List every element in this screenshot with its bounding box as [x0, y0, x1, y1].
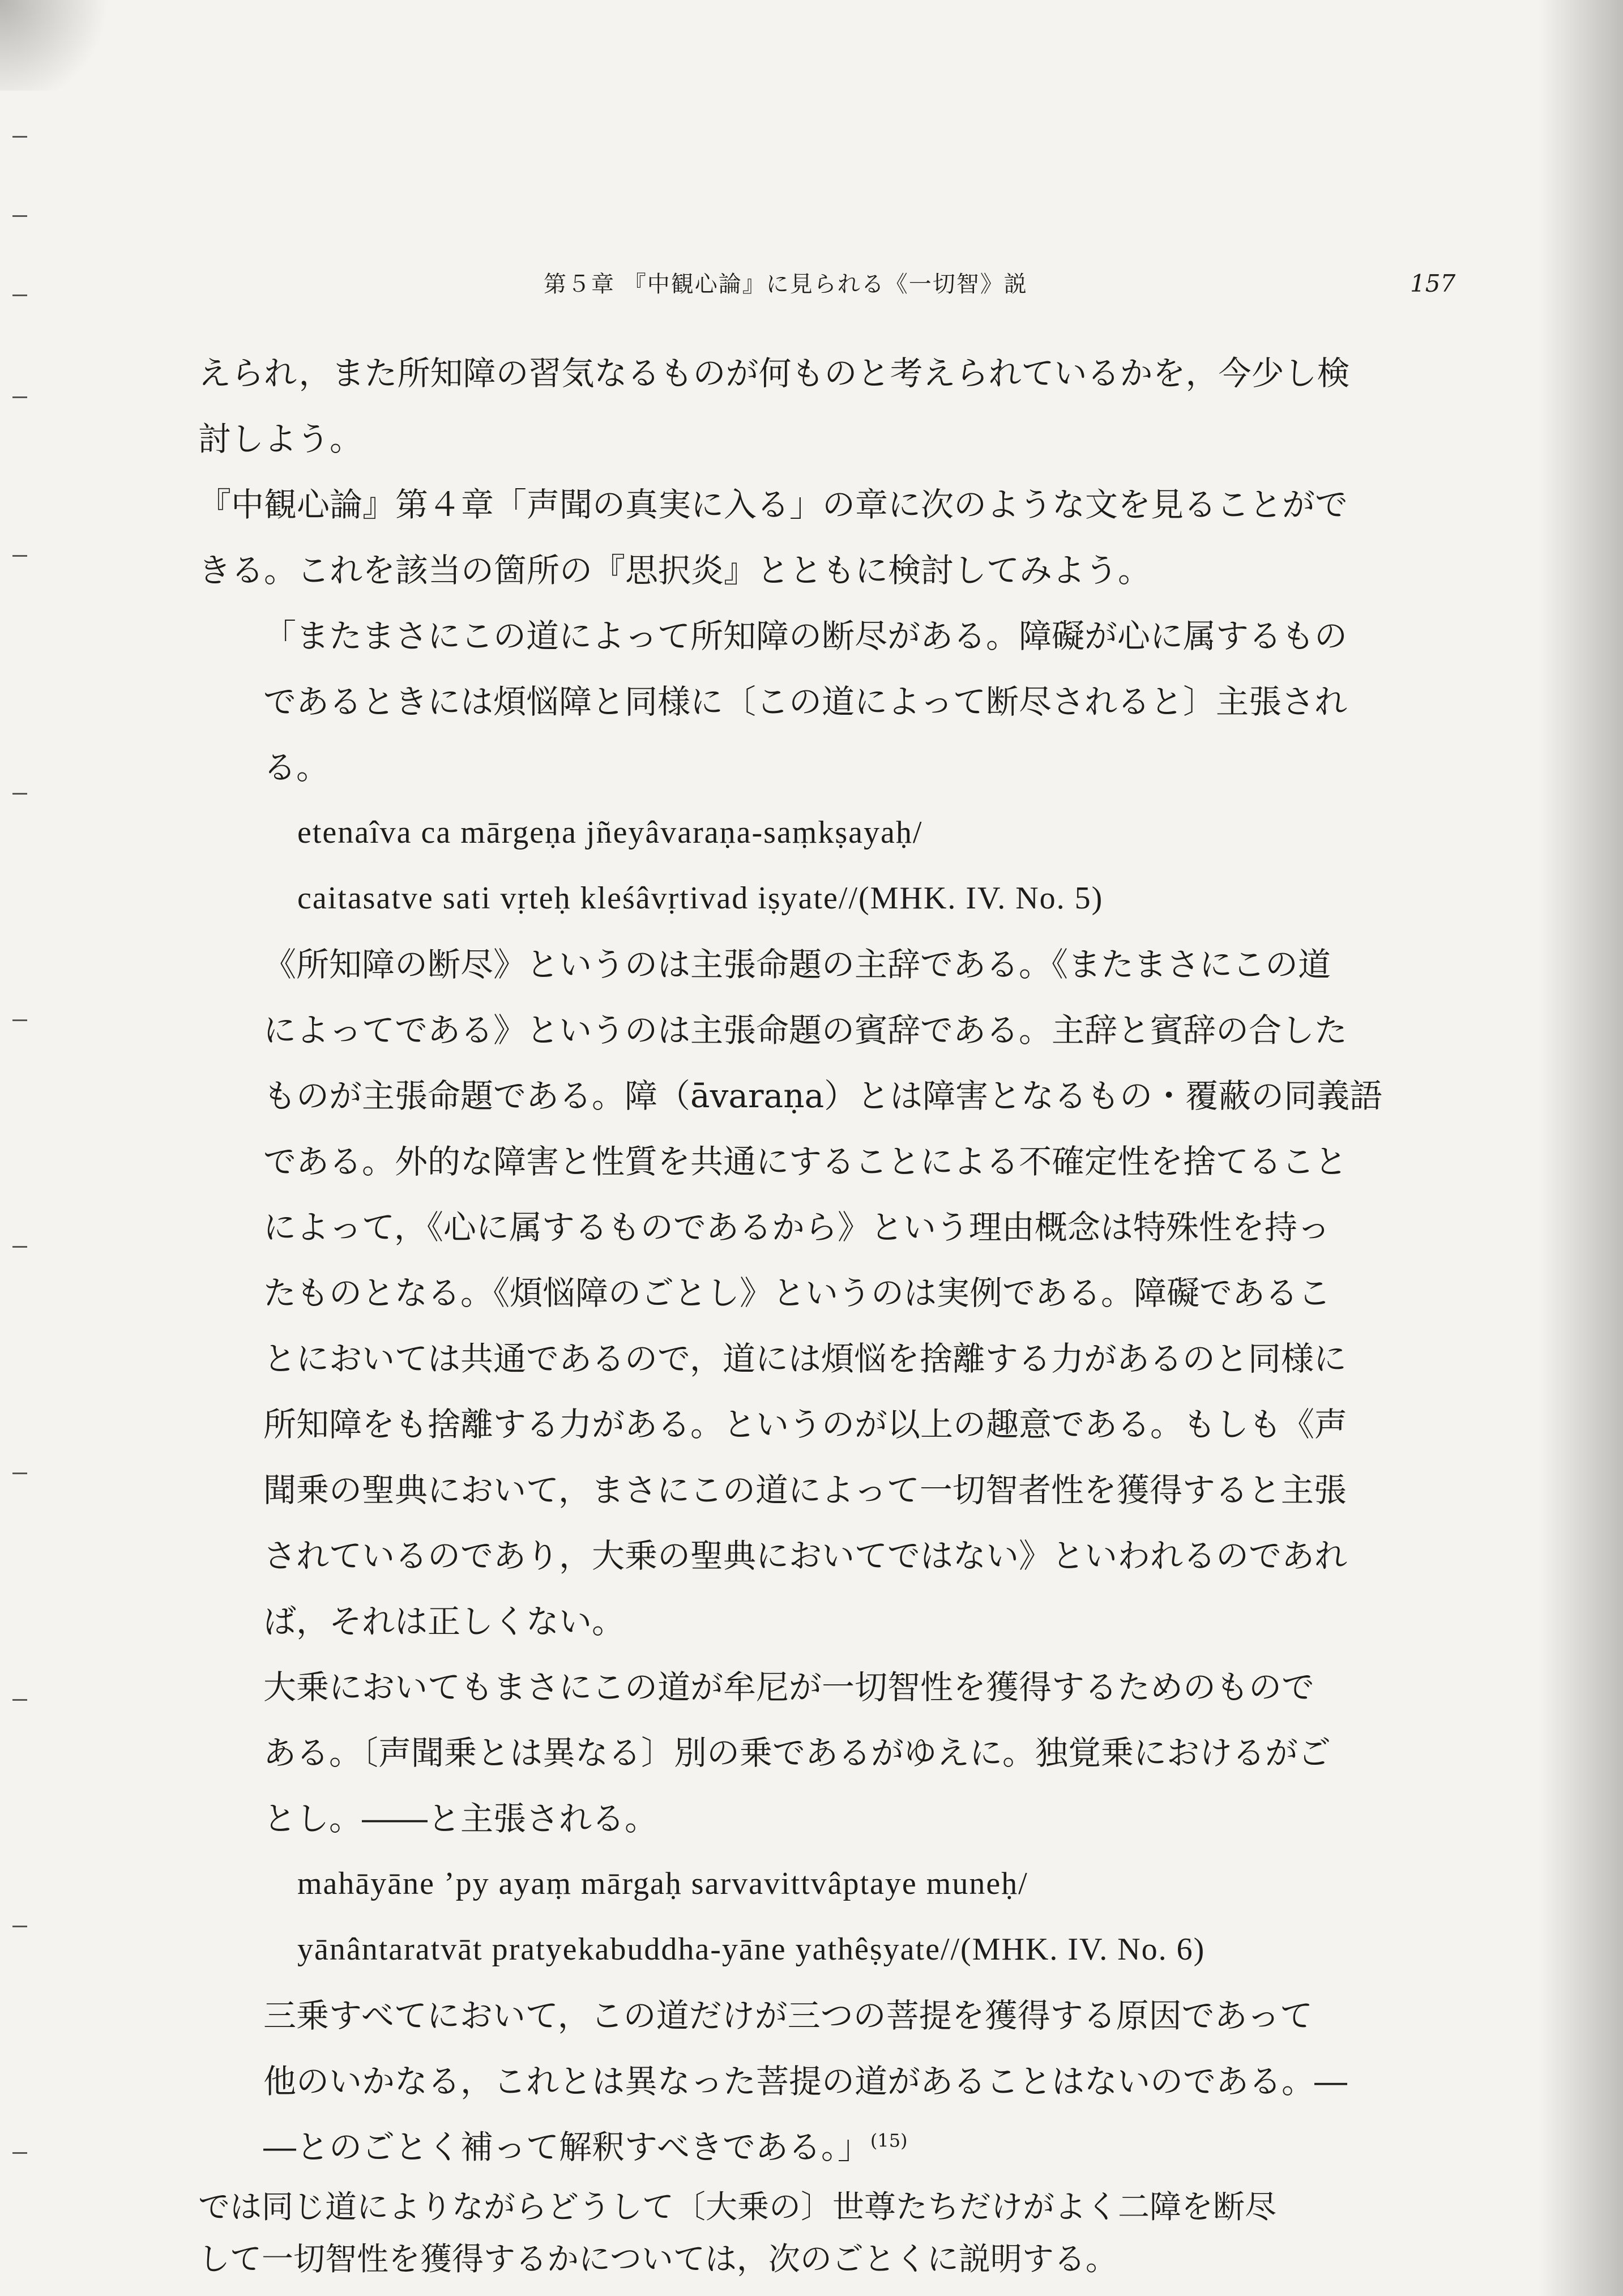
commentary-line: とし。――と主張される。 [263, 1799, 658, 1838]
margin-tick [12, 793, 27, 795]
quote-line: であるときには煩悩障と同様に〔この道によって断尽されると〕主張され [263, 682, 1348, 721]
commentary-line: によって，《心に属するものであるから》という理由概念は特殊性を持っ [263, 1208, 1330, 1247]
margin-tick [12, 215, 27, 217]
margin-tick [12, 1926, 27, 1927]
margin-tick [12, 1019, 27, 1021]
margin-tick [12, 396, 27, 398]
margin-tick [12, 295, 27, 296]
page-number: 157 [1410, 270, 1456, 297]
commentary-line: されているのであり，大乗の聖典においてではない》といわれるのであれ [263, 1537, 1348, 1575]
margin-tick [12, 136, 27, 138]
commentary-line: 所知障をも捨離する力がある。というのが以上の趣意である。もしも《声 [263, 1405, 1348, 1444]
margin-tick [12, 1473, 27, 1474]
commentary-line [263, 2128, 908, 2166]
commentary-line: 他のいかなる，これとは異なった菩提の道があることはないのである。― [263, 2062, 1348, 2101]
running-header: 第５章 『中観心論』に見られる《一切智》説 [544, 271, 1028, 297]
quote-line: 「またまさにこの道によって所知障の断尽がある。障礙が心に属するもの [263, 617, 1348, 655]
quote-line: る。 [263, 748, 330, 787]
text-line: えられ，また所知障の習気なるものが何ものと考えられているかを，今少し検 [198, 354, 1350, 392]
commentary-line: によってである》というのは主張命題の賓辞である。主辞と賓辞の合した [263, 1011, 1348, 1049]
commentary-line: たものとなる。《煩悩障のごとし》というのは実例である。障礙であるこ [263, 1274, 1331, 1312]
margin-tick [12, 555, 27, 557]
commentary-line: ある。〔声聞乗とは異なる〕別の乗であるがゆえに。独覚乗におけるがご [263, 1734, 1331, 1772]
margin-tick [12, 1699, 27, 1701]
sanskrit-verse-line: etenaîva ca mārgeṇa jñeyâvaraṇa-saṃkṣayaḥ/ [297, 815, 923, 850]
commentary-line: ものが主張命題である。障（āvaraṇa）とは障害となるもの・覆蔽の同義語 [263, 1077, 1383, 1115]
text-line: して一切智性を獲得するかについては，次のごとくに説明する。 [198, 2241, 1117, 2278]
commentary-line: である。外的な障害と性質を共通にすることによる不確定性を捨てること [263, 1142, 1348, 1181]
scan-shadow-top-left [0, 0, 125, 91]
text-line: では同じ道によりながらどうして〔大乗の〕世尊たちだけがよく二障を断尽 [198, 2189, 1276, 2226]
commentary-line: とにおいては共通であるので，道には煩悩を捨離する力があるのと同様に [263, 1339, 1347, 1378]
text-line: きる。これを該当の箇所の『思択炎』とともに検討してみよう。 [198, 551, 1151, 590]
footnote-mark: (15) [870, 2129, 908, 2152]
sanskrit-verse-line: mahāyāne ’py ayaṃ mārgaḥ sarvavittvâptaye muneḥ/ [297, 1866, 1028, 1901]
commentary-line: ば，それは正しくない。 [263, 1602, 625, 1641]
margin-tick [12, 2152, 27, 2154]
sanskrit-verse-line: yānântaratvāt pratyekabuddha-yāne yathêṣyate//(MHK. IV. No. 6) [297, 1932, 1206, 1967]
commentary-line: 大乗においてもまさにこの道が牟尼が一切智性を獲得するためのもので [263, 1668, 1315, 1706]
commentary-line: 聞乗の聖典において，まさにこの道によって一切智者性を獲得すると主張 [263, 1471, 1347, 1509]
margin-tick [12, 1246, 27, 1248]
text-line: 討しよう。 [198, 420, 363, 458]
text-line: 『中観心論』第４章「声聞の真実に入る」の章に次のような文を見ることがで [198, 485, 1348, 524]
commentary-line: 三乗すべてにおいて，この道だけが三つの菩提を獲得する原因であって [263, 1996, 1313, 2035]
commentary-line: 《所知障の断尽》というのは主張命題の主辞である。《またまさにこの道 [263, 945, 1331, 984]
scan-shadow-right [1538, 0, 1623, 2296]
sanskrit-verse-line: caitasatve sati vṛteḥ kleśâvṛtivad iṣyate//(MHK. IV. No. 5) [297, 881, 1104, 916]
quote-end-text: ―とのごとく補って解釈すべきである。」 [263, 2128, 870, 2166]
